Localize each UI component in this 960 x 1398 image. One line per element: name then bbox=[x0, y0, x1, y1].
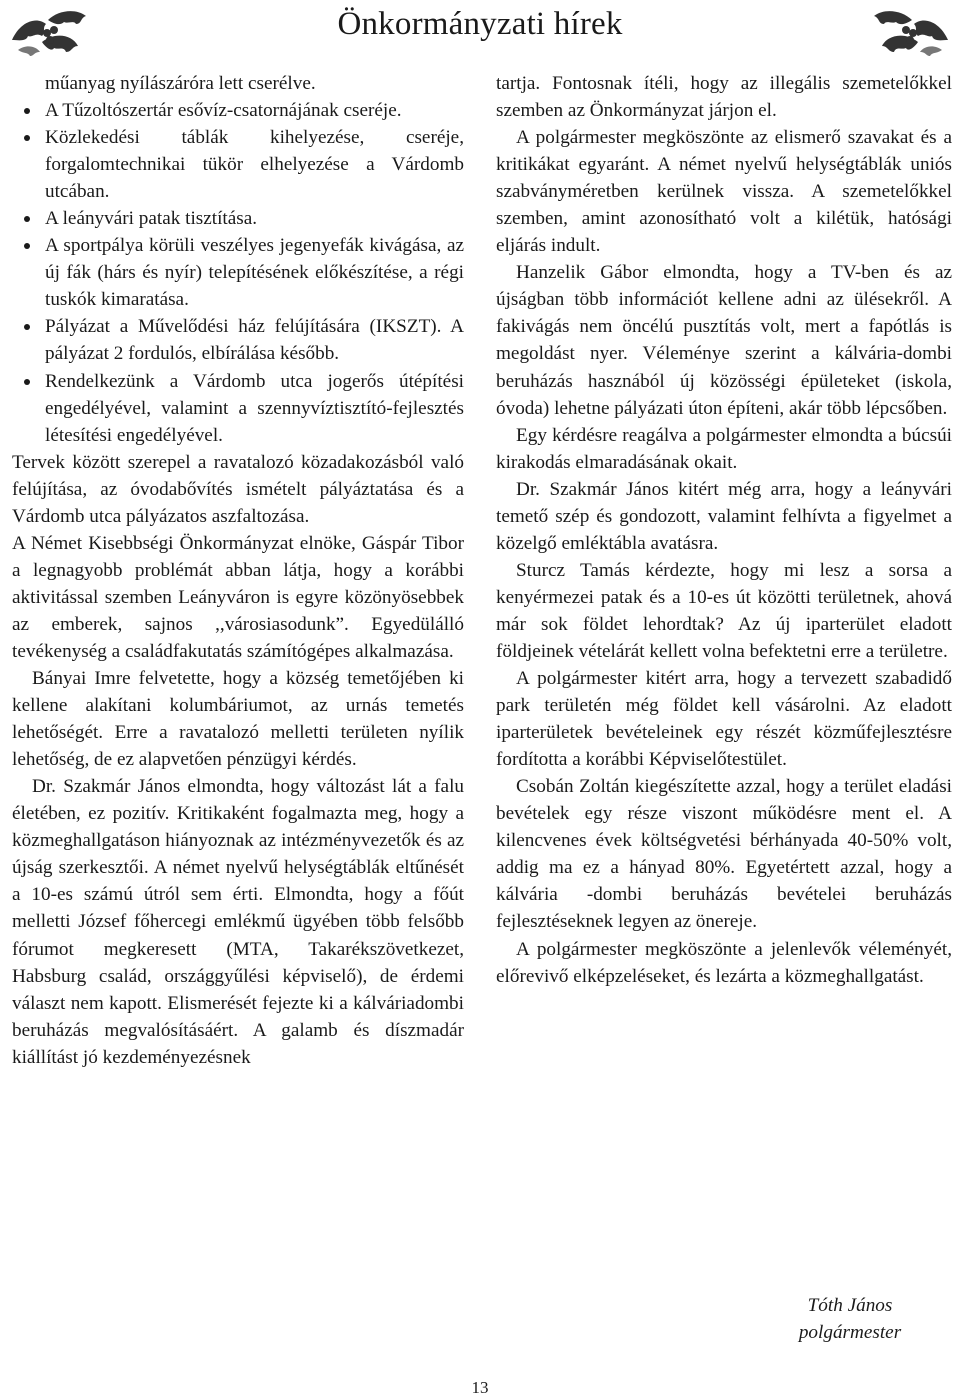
bullet-icon bbox=[24, 379, 30, 385]
left-column bbox=[12, 70, 464, 1071]
continuation-text: műanyag nyílászáróra lett cserélve. bbox=[45, 73, 316, 94]
list-item: Közlekedési táblák kihelyezése, cseréje, forgalomtechnikai tükör elhelyezése a Várdomb utcában. bbox=[12, 124, 464, 205]
list-item: A sportpálya körüli veszélyes jegenyefák kivágása, az új fák (hárs és nyír) telepítésének előkészítése, a régi tuskók kimaratása. bbox=[12, 232, 464, 313]
paragraph: Egy kérdésre reagálva a polgármester elmondta a búcsúi kirakodás elmaradásának okait. bbox=[496, 424, 952, 473]
paragraph: A Német Kisebbségi Önkormányzat elnöke, Gáspár Tibor a legnagyobb problémát abban látja, hogy a korábbi aktivitással szemben Leányváron is egyre közönyösebbek az emberek, sajnos ,,városiasodunk”. Egyedülálló tevékenység a családfakutatás számítógépes alkalmazása. bbox=[12, 532, 464, 662]
list-item: Pályázat a Művelődési ház felújítására (IKSZT). A pályázat 2 fordulós, elbírálása később. bbox=[12, 313, 464, 367]
signature bbox=[760, 1292, 940, 1346]
bullet-icon bbox=[24, 135, 30, 141]
paragraph: A polgármester megköszönte az elismerő szavakat és a kritikákat egyaránt. A német nyelvű helységtáblák uniós szabványméretben kerülnek vissza. A szemetelőkkel szemben, amint azonosítható volt a kilétük, hatósági eljárás indult. bbox=[496, 127, 952, 257]
paragraph: Dr. Szakmár János kitért még arra, hogy a leányvári temető szép és gondozott, valamint felhívta a figyelmet a közelgő emléktábla avatásra. bbox=[496, 478, 952, 554]
signature-role: polgármester bbox=[798, 1322, 902, 1343]
paragraph: A polgármester kitért arra, hogy a tervezett szabadidő park területén még földet kell vásárolni. Az eladott iparterületek bevételeinek egy részét közműfejlesztésre fordította a korábbi Képviselőtestület. bbox=[496, 668, 952, 771]
list-item: A leányvári patak tisztítása. bbox=[12, 205, 464, 232]
bullet-icon bbox=[24, 324, 30, 330]
paragraph: Dr. Szakmár János elmondta, hogy változást lát a falu életében, ez pozitív. Kritikaként fogalmazta meg, hogy a közmeghallgatáson hiányoznak az intézményvezetők és az újság szerkesztői. A német nyelvű helységtáblák eltűnését a 10-es számú útról sem érti. Elmondta, hogy a főút melletti József főhercegi emlékmű ügyében több felsőbb fórumot megkeresett (MTA, Takarékszövetkezet, Habsburg család, országgyűlési képviselő), de érdemi választ nem kapott. Elismerését fejezte ki a kálváriadombi beruházás megvalósításáért. A galamb és díszmadár kiállítást jó kezdeményezésnek bbox=[12, 776, 464, 1068]
paragraph: Tervek között szerepel a ravatalozó közadakozásból való felújítása, az óvodabővítés ismételt pályáztatása és a Várdomb utca pályázatos aszfaltozása. bbox=[12, 451, 464, 527]
paragraph: Hanzelik Gábor elmondta, hogy a TV-ben és az újságban több információt kellene adni az ülésekről. A fakivágás nem öncélú pusztítás volt, mert a fapótlás is megoldást nyer. Véleménye szerint a kálvária-dombi beruházás hasznából új közösségi épületeket (iskola, óvoda) lehetne pályázati úton építeni, akár több lépcsőben. bbox=[496, 262, 952, 419]
paragraph: Bányai Imre felvetette, hogy a község temetőjében ki kellene alakítani kolumbáriumot, az urnás temetés lehetőségét. Erre a ravatalozó melletti területen nyílik lehetőség, de ez alapvetően pénzügyi kérdés. bbox=[12, 668, 464, 771]
signature-name: Tóth János bbox=[807, 1295, 893, 1316]
page-title: Önkormányzati hírek bbox=[337, 6, 623, 42]
paragraph: Csobán Zoltán kiegészítette azzal, hogy a terület eladási bevételek egy része viszont működésre ment el. A kilencvenes évek költségvetési bérhányada 40-50% volt, addig ma ez a hányad 80%. Egyetértett azzal, hogy a kálvária -dombi beruházás bevételei beruházás fejlesztéseknek legyen az önereje. bbox=[496, 776, 952, 933]
holly-icon bbox=[863, 2, 958, 62]
paragraph: A polgármester megköszönte a jelenlevők véleményét, előrevivő elképzeléseket, és lezárta a közmeghallgatást. bbox=[496, 938, 952, 987]
right-column bbox=[496, 70, 952, 990]
list-item: Rendelkezünk a Várdomb utca jogerős útépítési engedélyével, valamint a szennyvíztisztító-fejlesztés létesítési engedélyével. bbox=[12, 368, 464, 449]
bullet-icon bbox=[24, 243, 30, 249]
list-item: A Tűzoltószertár esővíz-csatornájának cseréje. bbox=[12, 97, 464, 124]
page-header bbox=[0, 0, 960, 62]
paragraph: Sturcz Tamás kérdezte, hogy mi lesz a sorsa a kenyérmezei patak és a 10-es út közötti területnek, ahová már sok földet lehordtak? Az új iparterület eladott földjeinek vételárát kellett volna befektetni erre a területre. bbox=[496, 559, 952, 662]
page-number: 13 bbox=[471, 1378, 489, 1397]
bullet-icon bbox=[24, 216, 30, 222]
continuation-text: tartja. Fontosnak ítéli, hogy az illegális szemetelőkkel szemben az Önkormányzat járjon el. bbox=[496, 73, 952, 122]
project-list bbox=[12, 97, 464, 449]
bullet-icon bbox=[24, 108, 30, 114]
